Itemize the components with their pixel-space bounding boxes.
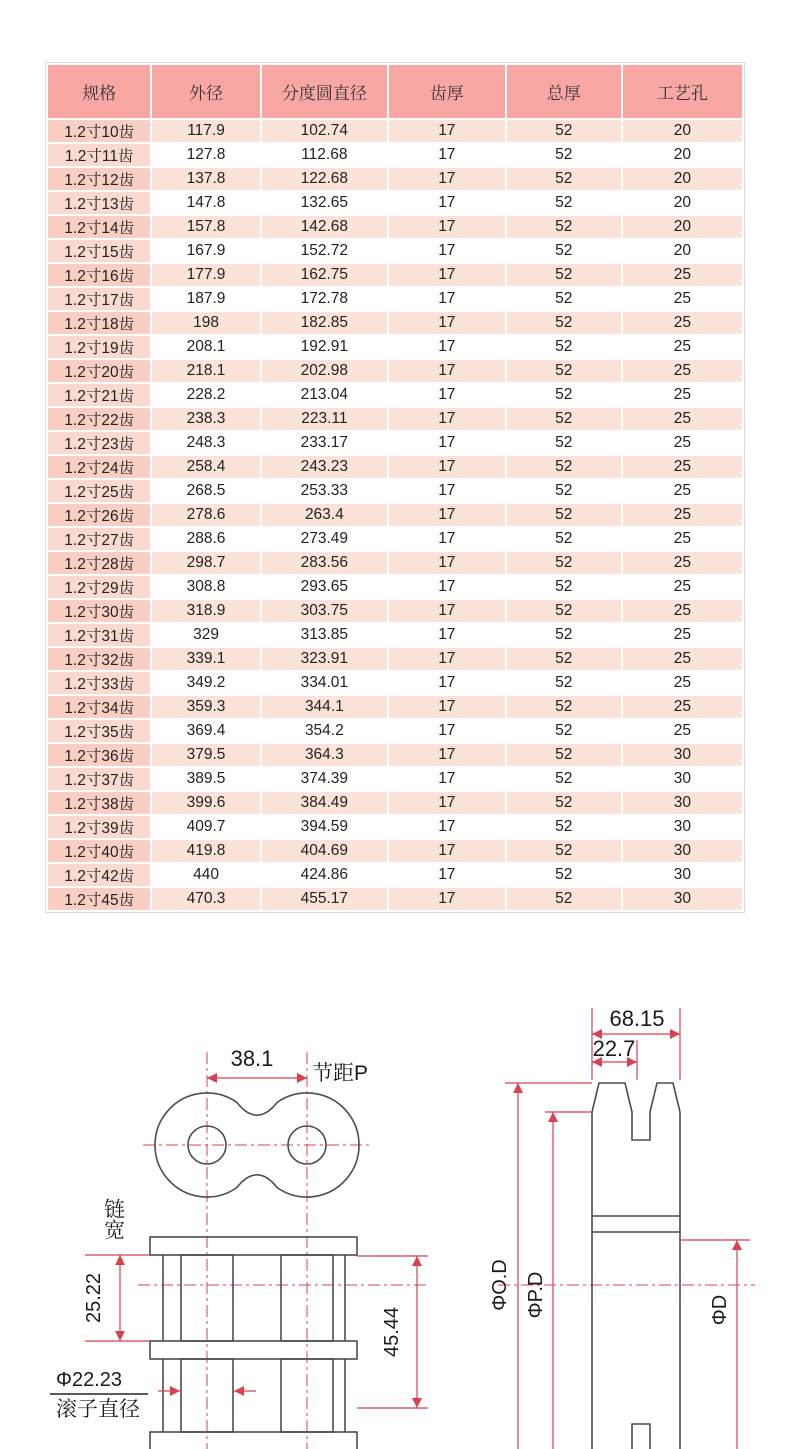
value-cell: 25 bbox=[622, 479, 743, 503]
spec-cell: 1.2寸23齿 bbox=[47, 431, 151, 455]
spec-cell: 1.2寸37齿 bbox=[47, 767, 151, 791]
spec-table bbox=[46, 63, 744, 912]
table-row bbox=[47, 143, 743, 167]
value-cell: 52 bbox=[506, 239, 622, 263]
value-cell: 52 bbox=[506, 647, 622, 671]
value-cell: 17 bbox=[388, 887, 506, 911]
table-row bbox=[47, 839, 743, 863]
table-row bbox=[47, 815, 743, 839]
value-cell: 52 bbox=[506, 383, 622, 407]
value-cell: 17 bbox=[388, 503, 506, 527]
value-cell: 389.5 bbox=[151, 767, 260, 791]
value-cell: 404.69 bbox=[261, 839, 388, 863]
value-cell: 273.49 bbox=[261, 527, 388, 551]
value-cell: 25 bbox=[622, 455, 743, 479]
value-cell: 17 bbox=[388, 287, 506, 311]
value-cell: 52 bbox=[506, 359, 622, 383]
value-cell: 308.8 bbox=[151, 575, 260, 599]
value-cell: 25 bbox=[622, 335, 743, 359]
value-cell: 52 bbox=[506, 791, 622, 815]
table-row bbox=[47, 647, 743, 671]
spec-cell: 1.2寸36齿 bbox=[47, 743, 151, 767]
chain-width-dimension bbox=[83, 1198, 150, 1341]
column-header: 分度圆直径 bbox=[261, 64, 388, 119]
value-cell: 52 bbox=[506, 743, 622, 767]
value-cell: 359.3 bbox=[151, 695, 260, 719]
spec-table-container bbox=[45, 62, 745, 913]
value-cell: 52 bbox=[506, 599, 622, 623]
value-cell: 399.6 bbox=[151, 791, 260, 815]
table-row bbox=[47, 503, 743, 527]
value-cell: 30 bbox=[622, 815, 743, 839]
table-row bbox=[47, 215, 743, 239]
spec-cell: 1.2寸10齿 bbox=[47, 119, 151, 143]
value-cell: 52 bbox=[506, 455, 622, 479]
middle-plate bbox=[150, 1341, 357, 1359]
value-cell: 25 bbox=[622, 575, 743, 599]
table-row bbox=[47, 575, 743, 599]
spec-cell: 1.2寸28齿 bbox=[47, 551, 151, 575]
spec-cell: 1.2寸29齿 bbox=[47, 575, 151, 599]
value-cell: 25 bbox=[622, 311, 743, 335]
value-cell: 17 bbox=[388, 623, 506, 647]
table-row bbox=[47, 623, 743, 647]
value-cell: 52 bbox=[506, 503, 622, 527]
table-row bbox=[47, 383, 743, 407]
table-row bbox=[47, 479, 743, 503]
value-cell: 17 bbox=[388, 215, 506, 239]
value-cell: 52 bbox=[506, 311, 622, 335]
value-cell: 268.5 bbox=[151, 479, 260, 503]
value-cell: 192.91 bbox=[261, 335, 388, 359]
value-cell: 30 bbox=[622, 887, 743, 911]
value-cell: 228.2 bbox=[151, 383, 260, 407]
table-row bbox=[47, 431, 743, 455]
value-cell: 102.74 bbox=[261, 119, 388, 143]
spec-cell: 1.2寸22齿 bbox=[47, 407, 151, 431]
value-cell: 52 bbox=[506, 863, 622, 887]
value-cell: 20 bbox=[622, 143, 743, 167]
value-cell: 17 bbox=[388, 263, 506, 287]
spec-cell: 1.2寸19齿 bbox=[47, 335, 151, 359]
value-cell: 409.7 bbox=[151, 815, 260, 839]
hub-width-value: 68.15 bbox=[609, 1006, 665, 1031]
spec-cell: 1.2寸24齿 bbox=[47, 455, 151, 479]
value-cell: 20 bbox=[622, 119, 743, 143]
table-row bbox=[47, 287, 743, 311]
value-cell: 248.3 bbox=[151, 431, 260, 455]
spec-table-body bbox=[47, 119, 743, 911]
value-cell: 394.59 bbox=[261, 815, 388, 839]
value-cell: 364.3 bbox=[261, 743, 388, 767]
value-cell: 30 bbox=[622, 839, 743, 863]
column-header: 工艺孔 bbox=[622, 64, 743, 119]
value-cell: 152.72 bbox=[261, 239, 388, 263]
spec-cell: 1.2寸15齿 bbox=[47, 239, 151, 263]
spec-cell: 1.2寸17齿 bbox=[47, 287, 151, 311]
spec-cell: 1.2寸11齿 bbox=[47, 143, 151, 167]
value-cell: 334.01 bbox=[261, 671, 388, 695]
value-cell: 20 bbox=[622, 167, 743, 191]
diameter-dimensions bbox=[489, 1083, 750, 1449]
value-cell: 157.8 bbox=[151, 215, 260, 239]
value-cell: 52 bbox=[506, 695, 622, 719]
spec-cell: 1.2寸14齿 bbox=[47, 215, 151, 239]
value-cell: 30 bbox=[622, 767, 743, 791]
value-cell: 384.49 bbox=[261, 791, 388, 815]
spec-cell: 1.2寸35齿 bbox=[47, 719, 151, 743]
value-cell: 25 bbox=[622, 263, 743, 287]
value-cell: 20 bbox=[622, 215, 743, 239]
spec-cell: 1.2寸31齿 bbox=[47, 623, 151, 647]
value-cell: 17 bbox=[388, 767, 506, 791]
pitch-value: 38.1 bbox=[230, 1046, 274, 1071]
spec-cell: 1.2寸12齿 bbox=[47, 167, 151, 191]
pitch-diameter-label: ΦP.D bbox=[525, 1271, 547, 1319]
roller-diameter-value: Φ22.23 bbox=[56, 1369, 123, 1391]
spec-cell: 1.2寸25齿 bbox=[47, 479, 151, 503]
roller-diameter-dimension bbox=[50, 1369, 256, 1421]
value-cell: 17 bbox=[388, 407, 506, 431]
value-cell: 17 bbox=[388, 791, 506, 815]
value-cell: 17 bbox=[388, 335, 506, 359]
value-cell: 52 bbox=[506, 167, 622, 191]
bottom-plate bbox=[150, 1432, 357, 1449]
value-cell: 52 bbox=[506, 479, 622, 503]
pitch-label: 节距P bbox=[312, 1062, 369, 1085]
value-cell: 147.8 bbox=[151, 191, 260, 215]
value-cell: 17 bbox=[388, 671, 506, 695]
spec-cell: 1.2寸18齿 bbox=[47, 311, 151, 335]
value-cell: 17 bbox=[388, 695, 506, 719]
table-row bbox=[47, 335, 743, 359]
value-cell: 17 bbox=[388, 479, 506, 503]
value-cell: 20 bbox=[622, 191, 743, 215]
spec-cell: 1.2寸42齿 bbox=[47, 863, 151, 887]
value-cell: 25 bbox=[622, 695, 743, 719]
spec-cell: 1.2寸33齿 bbox=[47, 671, 151, 695]
value-cell: 52 bbox=[506, 575, 622, 599]
spec-cell: 1.2寸40齿 bbox=[47, 839, 151, 863]
value-cell: 17 bbox=[388, 167, 506, 191]
spec-cell: 1.2寸13齿 bbox=[47, 191, 151, 215]
value-cell: 17 bbox=[388, 647, 506, 671]
value-cell: 137.8 bbox=[151, 167, 260, 191]
technical-drawing bbox=[0, 989, 790, 1449]
spec-cell: 1.2寸30齿 bbox=[47, 599, 151, 623]
centerlines bbox=[138, 1052, 755, 1449]
value-cell: 17 bbox=[388, 839, 506, 863]
table-row bbox=[47, 239, 743, 263]
table-row bbox=[47, 671, 743, 695]
spec-table-header-row bbox=[47, 64, 743, 119]
value-cell: 17 bbox=[388, 743, 506, 767]
value-cell: 17 bbox=[388, 863, 506, 887]
table-row bbox=[47, 455, 743, 479]
value-cell: 52 bbox=[506, 143, 622, 167]
value-cell: 52 bbox=[506, 551, 622, 575]
value-cell: 187.9 bbox=[151, 287, 260, 311]
value-cell: 288.6 bbox=[151, 527, 260, 551]
value-cell: 127.8 bbox=[151, 143, 260, 167]
value-cell: 202.98 bbox=[261, 359, 388, 383]
value-cell: 374.39 bbox=[261, 767, 388, 791]
column-header: 外径 bbox=[151, 64, 260, 119]
table-row bbox=[47, 719, 743, 743]
value-cell: 52 bbox=[506, 839, 622, 863]
value-cell: 470.3 bbox=[151, 887, 260, 911]
table-row bbox=[47, 191, 743, 215]
value-cell: 17 bbox=[388, 551, 506, 575]
value-cell: 25 bbox=[622, 551, 743, 575]
value-cell: 258.4 bbox=[151, 455, 260, 479]
value-cell: 424.86 bbox=[261, 863, 388, 887]
value-cell: 349.2 bbox=[151, 671, 260, 695]
value-cell: 293.65 bbox=[261, 575, 388, 599]
value-cell: 298.7 bbox=[151, 551, 260, 575]
value-cell: 30 bbox=[622, 863, 743, 887]
value-cell: 17 bbox=[388, 239, 506, 263]
value-cell: 25 bbox=[622, 527, 743, 551]
value-cell: 25 bbox=[622, 383, 743, 407]
table-row bbox=[47, 887, 743, 911]
tooth-width-dimension bbox=[592, 1036, 637, 1080]
value-cell: 52 bbox=[506, 263, 622, 287]
chain-width-value: 25.22 bbox=[83, 1272, 105, 1324]
value-cell: 52 bbox=[506, 407, 622, 431]
value-cell: 182.85 bbox=[261, 311, 388, 335]
value-cell: 132.65 bbox=[261, 191, 388, 215]
sprocket-section-view bbox=[592, 1083, 680, 1449]
spec-cell: 1.2寸45齿 bbox=[47, 887, 151, 911]
spec-cell: 1.2寸39齿 bbox=[47, 815, 151, 839]
value-cell: 455.17 bbox=[261, 887, 388, 911]
value-cell: 17 bbox=[388, 575, 506, 599]
table-row bbox=[47, 527, 743, 551]
table-row bbox=[47, 551, 743, 575]
value-cell: 20 bbox=[622, 239, 743, 263]
value-cell: 17 bbox=[388, 311, 506, 335]
value-cell: 238.3 bbox=[151, 407, 260, 431]
value-cell: 379.5 bbox=[151, 743, 260, 767]
value-cell: 218.1 bbox=[151, 359, 260, 383]
value-cell: 213.04 bbox=[261, 383, 388, 407]
value-cell: 52 bbox=[506, 215, 622, 239]
value-cell: 122.68 bbox=[261, 167, 388, 191]
bore-diameter-label: ΦD bbox=[709, 1294, 731, 1326]
value-cell: 25 bbox=[622, 287, 743, 311]
value-cell: 313.85 bbox=[261, 623, 388, 647]
value-cell: 25 bbox=[622, 407, 743, 431]
outer-diameter-label: ΦO.D bbox=[489, 1259, 511, 1311]
value-cell: 25 bbox=[622, 623, 743, 647]
column-header: 规格 bbox=[47, 64, 151, 119]
value-cell: 198 bbox=[151, 311, 260, 335]
value-cell: 17 bbox=[388, 455, 506, 479]
inner-width-value: 45.44 bbox=[381, 1306, 403, 1358]
value-cell: 419.8 bbox=[151, 839, 260, 863]
value-cell: 283.56 bbox=[261, 551, 388, 575]
value-cell: 323.91 bbox=[261, 647, 388, 671]
value-cell: 172.78 bbox=[261, 287, 388, 311]
spec-cell: 1.2寸20齿 bbox=[47, 359, 151, 383]
value-cell: 167.9 bbox=[151, 239, 260, 263]
value-cell: 52 bbox=[506, 335, 622, 359]
value-cell: 253.33 bbox=[261, 479, 388, 503]
value-cell: 52 bbox=[506, 119, 622, 143]
spec-cell: 1.2寸38齿 bbox=[47, 791, 151, 815]
value-cell: 30 bbox=[622, 791, 743, 815]
value-cell: 440 bbox=[151, 863, 260, 887]
tooth-profile bbox=[592, 1083, 680, 1140]
table-row bbox=[47, 119, 743, 143]
value-cell: 52 bbox=[506, 431, 622, 455]
inner-width-dimension bbox=[357, 1256, 428, 1408]
value-cell: 17 bbox=[388, 143, 506, 167]
table-row bbox=[47, 311, 743, 335]
value-cell: 369.4 bbox=[151, 719, 260, 743]
value-cell: 25 bbox=[622, 503, 743, 527]
chain-side-view bbox=[150, 1237, 357, 1449]
spec-cell: 1.2寸21齿 bbox=[47, 383, 151, 407]
spec-cell: 1.2寸32齿 bbox=[47, 647, 151, 671]
value-cell: 233.17 bbox=[261, 431, 388, 455]
table-row bbox=[47, 167, 743, 191]
value-cell: 117.9 bbox=[151, 119, 260, 143]
pitch-dimension bbox=[207, 1046, 368, 1085]
value-cell: 52 bbox=[506, 815, 622, 839]
chain-width-label: 链宽 bbox=[101, 1198, 125, 1240]
value-cell: 243.23 bbox=[261, 455, 388, 479]
value-cell: 17 bbox=[388, 119, 506, 143]
table-row bbox=[47, 599, 743, 623]
value-cell: 52 bbox=[506, 191, 622, 215]
value-cell: 177.9 bbox=[151, 263, 260, 287]
spec-cell: 1.2寸27齿 bbox=[47, 527, 151, 551]
column-header: 总厚 bbox=[506, 64, 622, 119]
value-cell: 25 bbox=[622, 719, 743, 743]
value-cell: 52 bbox=[506, 287, 622, 311]
value-cell: 25 bbox=[622, 599, 743, 623]
value-cell: 263.4 bbox=[261, 503, 388, 527]
table-row bbox=[47, 791, 743, 815]
value-cell: 25 bbox=[622, 671, 743, 695]
table-row bbox=[47, 695, 743, 719]
value-cell: 17 bbox=[388, 599, 506, 623]
value-cell: 25 bbox=[622, 647, 743, 671]
table-row bbox=[47, 863, 743, 887]
value-cell: 339.1 bbox=[151, 647, 260, 671]
spec-cell: 1.2寸34齿 bbox=[47, 695, 151, 719]
bottom-tooth-groove bbox=[632, 1424, 650, 1449]
table-row bbox=[47, 743, 743, 767]
value-cell: 52 bbox=[506, 623, 622, 647]
value-cell: 303.75 bbox=[261, 599, 388, 623]
table-row bbox=[47, 263, 743, 287]
value-cell: 52 bbox=[506, 527, 622, 551]
tooth-width-value: 22.7 bbox=[592, 1036, 636, 1061]
value-cell: 208.1 bbox=[151, 335, 260, 359]
table-row bbox=[47, 767, 743, 791]
spec-table-head bbox=[47, 64, 743, 119]
value-cell: 223.11 bbox=[261, 407, 388, 431]
value-cell: 354.2 bbox=[261, 719, 388, 743]
spec-cell: 1.2寸16齿 bbox=[47, 263, 151, 287]
value-cell: 17 bbox=[388, 191, 506, 215]
table-row bbox=[47, 359, 743, 383]
top-plate bbox=[150, 1237, 357, 1255]
value-cell: 17 bbox=[388, 527, 506, 551]
value-cell: 278.6 bbox=[151, 503, 260, 527]
value-cell: 329 bbox=[151, 623, 260, 647]
value-cell: 318.9 bbox=[151, 599, 260, 623]
value-cell: 52 bbox=[506, 671, 622, 695]
value-cell: 112.68 bbox=[261, 143, 388, 167]
value-cell: 52 bbox=[506, 719, 622, 743]
roller-diameter-label: 滚子直径 bbox=[56, 1398, 140, 1421]
table-row bbox=[47, 407, 743, 431]
value-cell: 52 bbox=[506, 767, 622, 791]
value-cell: 162.75 bbox=[261, 263, 388, 287]
value-cell: 17 bbox=[388, 431, 506, 455]
value-cell: 17 bbox=[388, 383, 506, 407]
value-cell: 17 bbox=[388, 815, 506, 839]
value-cell: 52 bbox=[506, 887, 622, 911]
spec-cell: 1.2寸26齿 bbox=[47, 503, 151, 527]
column-header: 齿厚 bbox=[388, 64, 506, 119]
value-cell: 17 bbox=[388, 719, 506, 743]
value-cell: 25 bbox=[622, 431, 743, 455]
value-cell: 17 bbox=[388, 359, 506, 383]
value-cell: 25 bbox=[622, 359, 743, 383]
value-cell: 344.1 bbox=[261, 695, 388, 719]
value-cell: 30 bbox=[622, 743, 743, 767]
value-cell: 142.68 bbox=[261, 215, 388, 239]
